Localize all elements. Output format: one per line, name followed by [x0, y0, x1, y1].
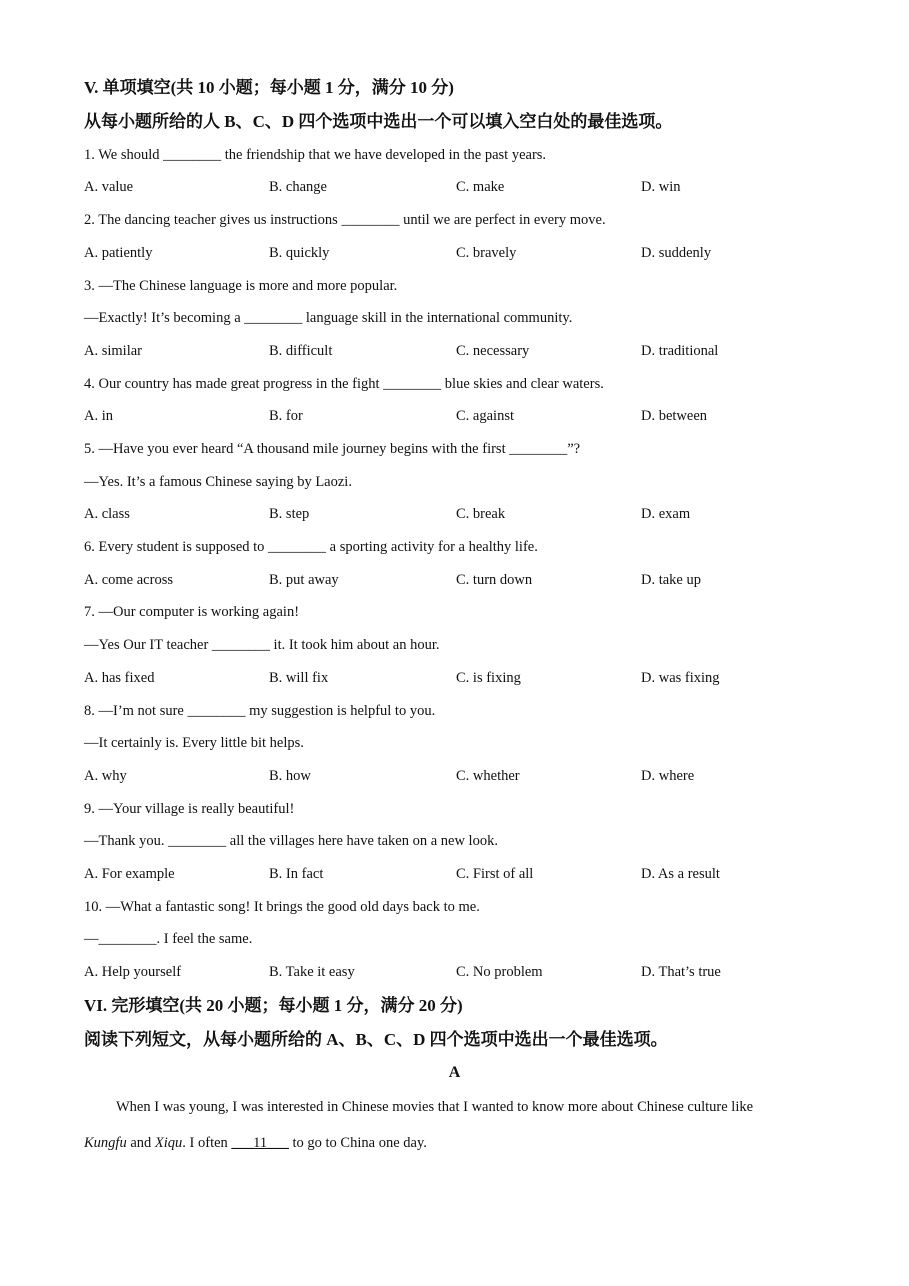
question-9-reply: —Thank you. ________ all the villages here have taken on a new look. — [84, 833, 498, 849]
option-c: C. turn down — [456, 572, 533, 588]
option-c: C. No problem — [456, 964, 543, 980]
question-8-stem: 8. —I’m not sure ________ my suggestion is helpful to you. — [84, 703, 436, 719]
text-mid: . I often — [182, 1135, 232, 1151]
question-2-stem: 2. The dancing teacher gives us instructions ________ until we are perfect in every move. — [84, 212, 606, 228]
passage-paragraph-line-2 — [84, 1134, 427, 1152]
option-a: A. value — [84, 179, 134, 195]
question-3-stem: 3. —The Chinese language is more and more popular. — [84, 278, 398, 294]
question-4-options — [84, 407, 844, 425]
option-b: B. step — [269, 506, 310, 522]
option-c: C. First of all — [456, 866, 534, 882]
section-5-heading: V. 单项填空(共 10 小题；每小题 1 分，满分 10 分) — [84, 78, 454, 97]
question-3-options — [84, 342, 844, 360]
kungfu-term: Kungfu — [84, 1135, 127, 1151]
option-d: D. take up — [641, 572, 701, 588]
option-b: B. will fix — [269, 670, 329, 686]
option-c: C. is fixing — [456, 670, 521, 686]
question-6-stem: 6. Every student is supposed to ________ a sporting activity for a healthy life. — [84, 539, 538, 555]
option-d: D. suddenly — [641, 245, 712, 261]
option-b: B. put away — [269, 572, 339, 588]
question-1-stem: 1. We should ________ the friendship that we have developed in the past years. — [84, 147, 547, 163]
option-a: A. similar — [84, 343, 142, 359]
option-d: D. where — [641, 768, 695, 784]
text-and: and — [126, 1135, 155, 1151]
option-a: A. class — [84, 506, 130, 522]
option-b: B. for — [269, 408, 303, 424]
option-d: D. between — [641, 408, 708, 424]
question-6-options — [84, 571, 844, 589]
option-b: B. quickly — [269, 245, 330, 261]
question-9-options — [84, 865, 844, 883]
section-6-instruction: 阅读下列短文，从每小题所给的 A、B、C、D 四个选项中选出一个最佳选项。 — [84, 1030, 668, 1049]
option-a: A. in — [84, 408, 113, 424]
text-end: to go to China one day. — [288, 1135, 427, 1151]
question-4-stem: 4. Our country has made great progress in the fight ________ blue skies and clear waters. — [84, 376, 604, 392]
question-5-stem: 5. —Have you ever heard “A thousand mile journey begins with the first ________”? — [84, 441, 581, 457]
question-5-options — [84, 505, 844, 523]
question-10-stem: 10. —What a fantastic song! It brings the good old days back to me. — [84, 899, 480, 915]
option-a: A. why — [84, 768, 127, 784]
question-7-reply: —Yes Our IT teacher ________ it. It took him about an hour. — [84, 637, 440, 653]
option-a: A. Help yourself — [84, 964, 182, 980]
question-10-options — [84, 963, 844, 981]
option-c: C. whether — [456, 768, 520, 784]
section-5-instruction: 从每小题所给的人 B、C、D 四个选项中选出一个可以填入空白处的最佳选项。 — [84, 112, 673, 131]
option-c: C. make — [456, 179, 505, 195]
xiqu-term: Xiqu — [154, 1135, 183, 1151]
question-8-options — [84, 767, 844, 785]
question-1-options — [84, 178, 844, 196]
option-b: B. Take it easy — [269, 964, 355, 980]
option-d: D. exam — [641, 506, 691, 522]
option-c: C. break — [456, 506, 506, 522]
option-d: D. win — [641, 179, 681, 195]
question-7-options — [84, 669, 844, 687]
option-d: D. traditional — [641, 343, 719, 359]
option-c: C. necessary — [456, 343, 530, 359]
option-b: B. how — [269, 768, 311, 784]
section-6-heading: VI. 完形填空(共 20 小题；每小题 1 分，满分 20 分) — [84, 996, 463, 1015]
question-5-reply: —Yes. It’s a famous Chinese saying by Laozi. — [84, 474, 352, 490]
option-d: D. As a result — [641, 866, 720, 882]
option-a: A. come across — [84, 572, 173, 588]
question-3-reply: —Exactly! It’s becoming a ________ language skill in the international community. — [84, 310, 573, 326]
option-b: B. change — [269, 179, 327, 195]
option-d: D. was fixing — [641, 670, 720, 686]
option-b: B. In fact — [269, 866, 324, 882]
question-10-reply: —________. I feel the same. — [84, 931, 253, 947]
option-c: C. against — [456, 408, 514, 424]
question-7-stem: 7. —Our computer is working again! — [84, 604, 300, 620]
question-2-options — [84, 244, 844, 262]
question-9-stem: 9. —Your village is really beautiful! — [84, 801, 295, 817]
option-a: A. For example — [84, 866, 175, 882]
option-d: D. That’s true — [641, 964, 721, 980]
option-c: C. bravely — [456, 245, 517, 261]
question-8-reply: —It certainly is. Every little bit helps. — [84, 735, 304, 751]
option-a: A. patiently — [84, 245, 153, 261]
passage-paragraph-line-1: When I was young, I was interested in Chinese movies that I wanted to know more about Chinese culture like — [116, 1099, 754, 1115]
option-b: B. difficult — [269, 343, 333, 359]
option-a: A. has fixed — [84, 670, 155, 686]
passage-title: A — [448, 1064, 461, 1081]
blank-11: ___11___ — [231, 1135, 289, 1151]
